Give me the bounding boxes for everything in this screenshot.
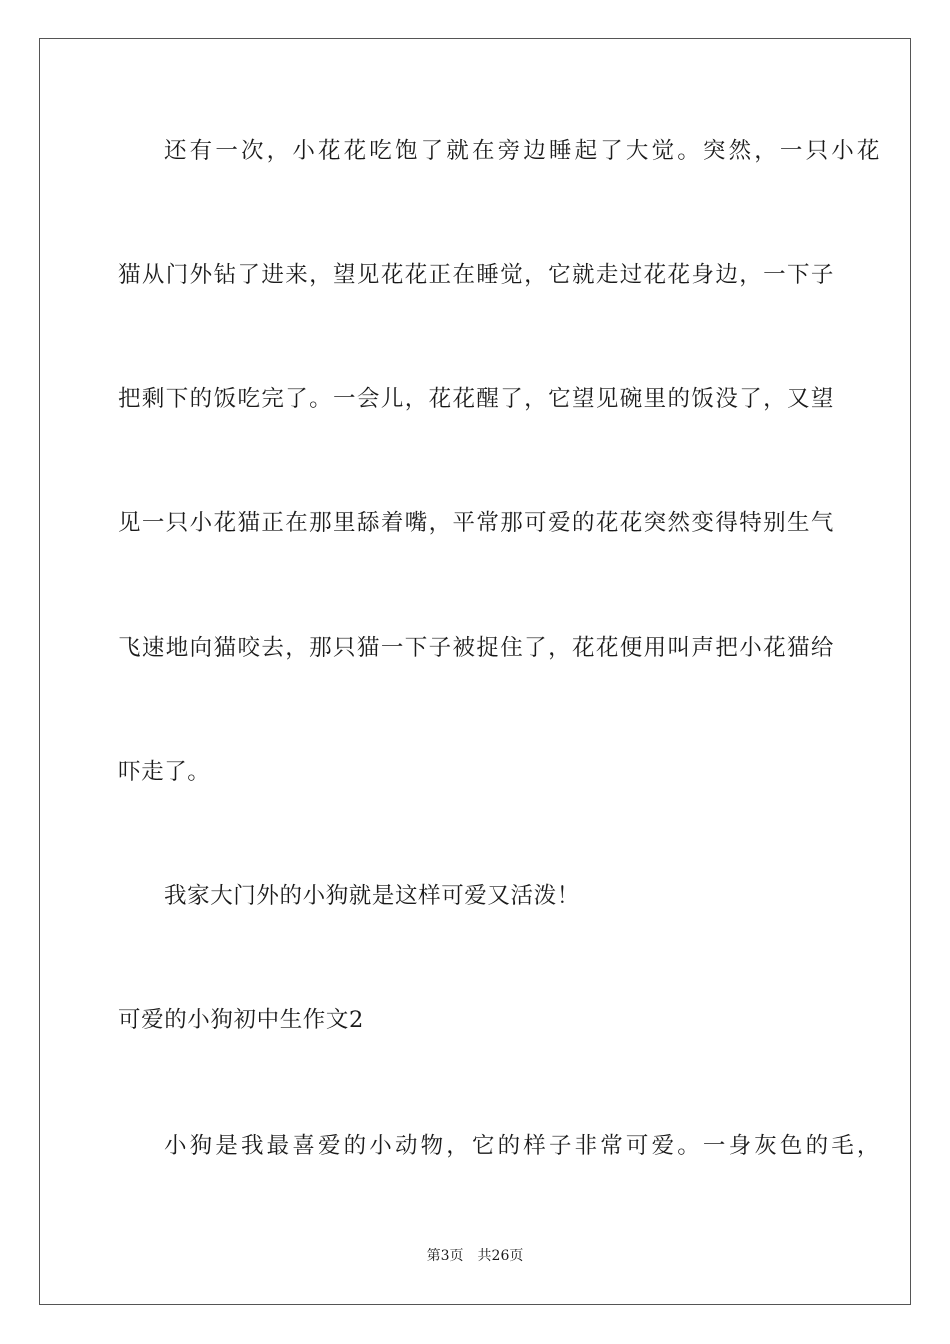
- paragraph-1-line-4: 见一只小花猫正在那里舔着嘴，平常那可爱的花花突然变得特别生气: [118, 510, 834, 536]
- paragraph-1-line-3: 把剩下的饭吃完了。一会儿，花花醒了，它望见碗里的饭没了，又望: [118, 386, 834, 412]
- paragraph-3-line-1: 小狗是我最喜爱的小动物，它的样子非常可爱。一身灰色的毛，: [164, 1133, 880, 1159]
- section-heading: 可爱的小狗初中生作文2: [118, 1007, 364, 1033]
- page-number-footer: 第3页 共26页: [426, 1248, 524, 1264]
- paragraph-2: 我家大门外的小狗就是这样可爱又活泼！: [164, 883, 580, 909]
- paragraph-1-line-5: 飞速地向猫咬去，那只猫一下子被捉住了，花花便用叫声把小花猫给: [118, 635, 834, 661]
- page-frame: [39, 38, 911, 1305]
- paragraph-1-line-2: 猫从门外钻了进来，望见花花正在睡觉，它就走过花花身边，一下子: [118, 262, 834, 288]
- paragraph-1-line-6: 吓走了。: [118, 759, 211, 785]
- paragraph-1-line-1: 还有一次，小花花吃饱了就在旁边睡起了大觉。突然，一只小花: [164, 138, 880, 164]
